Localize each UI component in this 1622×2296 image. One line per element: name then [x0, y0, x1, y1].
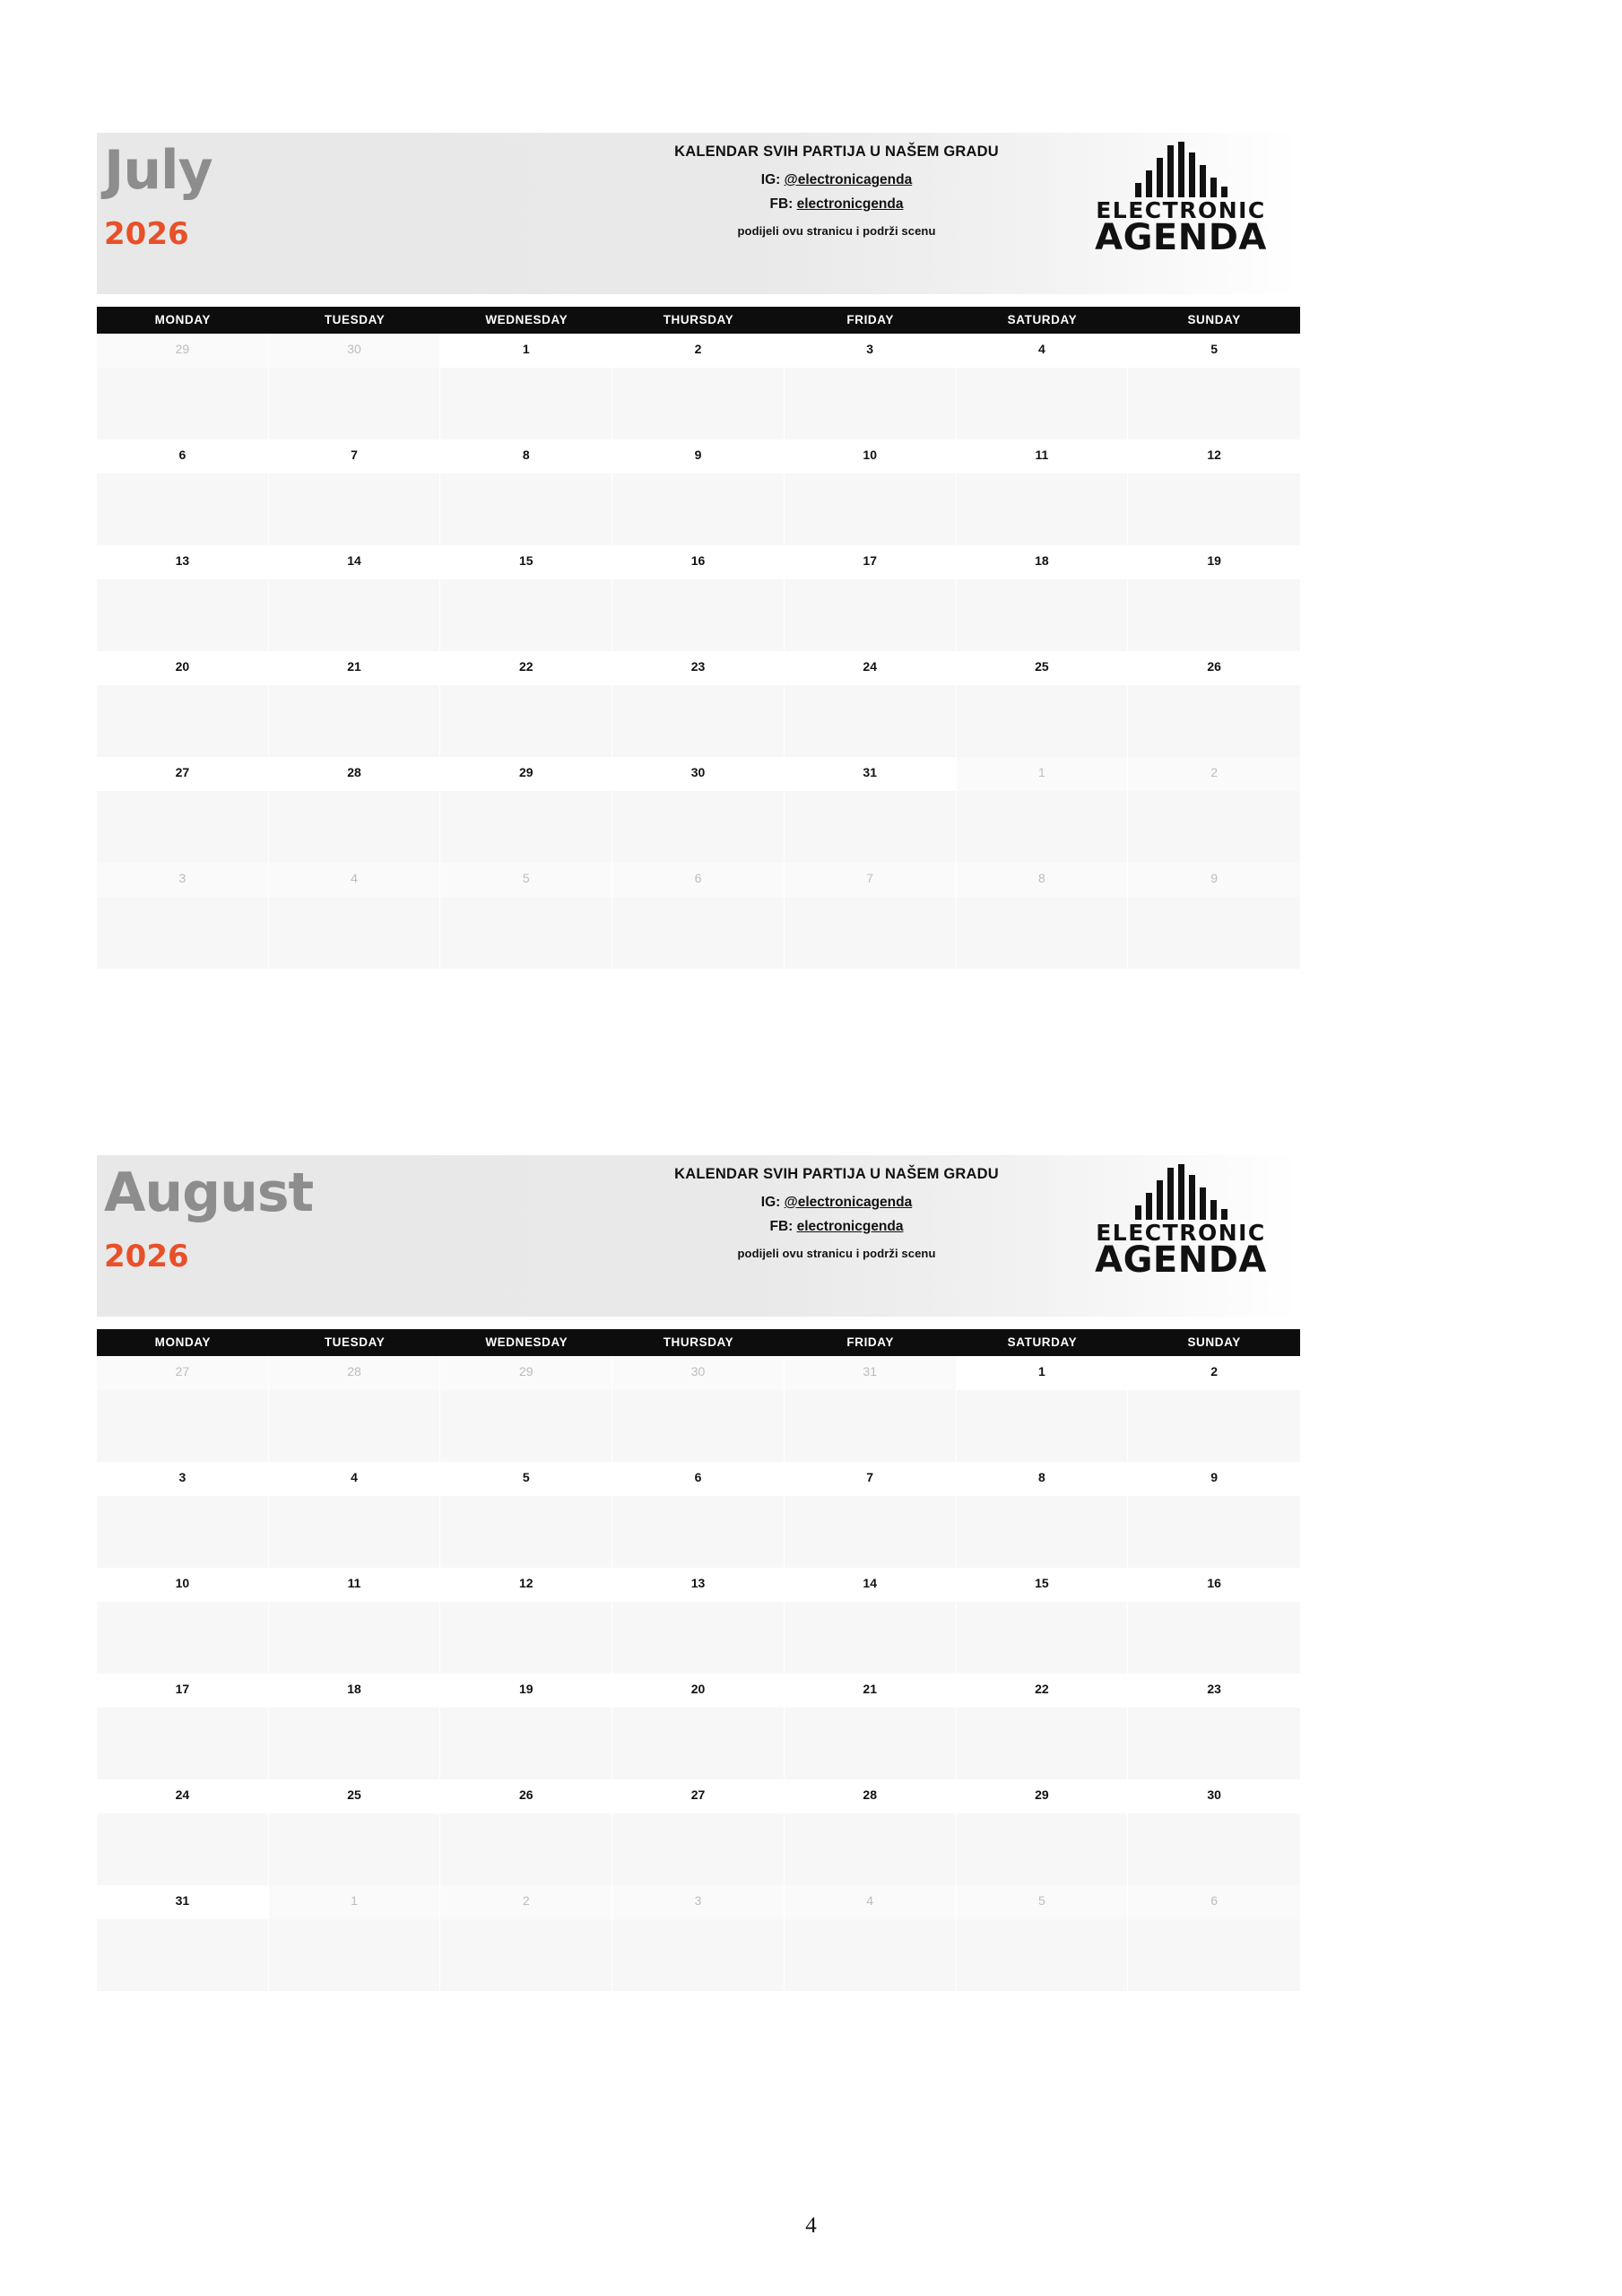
electronic-agenda-logo	[1078, 142, 1284, 256]
day-cell[interactable]	[440, 1674, 612, 1779]
day-number: 20	[175, 659, 190, 674]
day-number: 1	[1038, 765, 1045, 779]
day-number: 11	[1035, 448, 1049, 462]
day-cell[interactable]	[612, 1885, 785, 1991]
weekday-wednesday: WEDNESDAY	[485, 313, 568, 326]
day-number: 31	[175, 1893, 190, 1908]
month-title-group	[104, 139, 213, 252]
day-number: 28	[347, 1364, 361, 1378]
day-cell[interactable]	[97, 439, 269, 545]
weekday-thursday: THURSDAY	[663, 1335, 734, 1349]
weekday-tuesday: TUESDAY	[324, 313, 386, 326]
day-number: 21	[863, 1682, 877, 1696]
day-cell[interactable]	[440, 439, 612, 545]
week-row	[97, 863, 1300, 969]
day-cell[interactable]	[1128, 863, 1300, 969]
day-number: 22	[518, 659, 533, 674]
day-cell[interactable]	[269, 1462, 441, 1568]
day-number: 3	[178, 1470, 186, 1484]
day-number: 2	[522, 1893, 530, 1908]
day-cell[interactable]	[785, 651, 957, 757]
day-number: 27	[175, 765, 190, 779]
calendar-grid	[97, 307, 1300, 969]
month-name: July	[104, 139, 213, 202]
weekday-sunday: SUNDAY	[1187, 1335, 1241, 1349]
day-number: 5	[1210, 342, 1219, 356]
month-block-july	[97, 133, 1300, 969]
promo-facebook	[599, 1219, 1074, 1235]
day-number: 2	[1210, 765, 1219, 779]
day-number: 25	[347, 1787, 361, 1802]
day-number: 29	[175, 342, 190, 356]
day-number: 5	[522, 871, 530, 885]
weekday-sunday: SUNDAY	[1187, 313, 1241, 326]
day-number: 28	[863, 1787, 877, 1802]
day-cell[interactable]	[785, 1462, 957, 1568]
day-cell[interactable]	[1128, 334, 1300, 439]
day-cell[interactable]	[97, 863, 269, 969]
day-cell[interactable]	[440, 1885, 612, 1991]
day-cell[interactable]	[612, 1779, 785, 1885]
logo-word-agenda: AGENDA	[1095, 1239, 1267, 1281]
day-number: 1	[1038, 1364, 1045, 1378]
promo-title: KALENDAR SVIH PARTIJA U NAŠEM GRADU	[674, 1166, 999, 1182]
day-cell[interactable]	[612, 757, 785, 863]
page-number: 4	[805, 2213, 817, 2238]
day-number: 26	[1207, 659, 1221, 674]
day-cell[interactable]	[1128, 1568, 1300, 1674]
day-cell[interactable]	[269, 334, 441, 439]
day-cell[interactable]	[97, 1885, 269, 1991]
day-number: 11	[347, 1576, 361, 1590]
week-row	[97, 1356, 1300, 1462]
day-number: 8	[1038, 1470, 1045, 1484]
day-number: 4	[351, 1470, 358, 1484]
day-cell[interactable]	[1128, 1356, 1300, 1462]
instagram-handle[interactable]: @electronicagenda	[784, 1195, 913, 1210]
day-number: 3	[694, 1893, 702, 1908]
day-number: 8	[522, 448, 530, 462]
day-number: 6	[178, 448, 186, 462]
logo-word-electronic: ELECTRONIC	[1096, 1220, 1266, 1246]
day-cell[interactable]	[785, 439, 957, 545]
day-cell[interactable]	[957, 1356, 1129, 1462]
day-number: 19	[1207, 553, 1221, 568]
weekday-monday: MONDAY	[154, 313, 212, 326]
day-cell[interactable]	[97, 757, 269, 863]
day-number: 12	[518, 1576, 533, 1590]
equalizer-bars-icon	[1078, 142, 1284, 197]
day-cell[interactable]	[1128, 1779, 1300, 1885]
day-cell[interactable]	[785, 863, 957, 969]
day-cell[interactable]	[97, 1462, 269, 1568]
day-number: 21	[347, 659, 361, 674]
equalizer-bars-icon	[1078, 1164, 1284, 1220]
day-number: 15	[518, 553, 533, 568]
week-row	[97, 1885, 1300, 1991]
day-number: 29	[518, 765, 533, 779]
day-number: 30	[1207, 1787, 1221, 1802]
weekday-monday: MONDAY	[154, 1335, 212, 1349]
day-number: 16	[1207, 1576, 1221, 1590]
day-cell[interactable]	[269, 1568, 441, 1674]
logo-word-electronic: ELECTRONIC	[1096, 197, 1266, 223]
day-cell[interactable]	[97, 1568, 269, 1674]
day-cell[interactable]	[440, 1568, 612, 1674]
promo-block	[599, 1166, 1074, 1260]
day-number: 23	[690, 659, 706, 674]
day-number: 4	[351, 871, 358, 885]
day-number: 14	[863, 1576, 877, 1590]
day-cell[interactable]	[269, 1356, 441, 1462]
day-number: 16	[690, 553, 706, 568]
day-number: 24	[863, 659, 877, 674]
day-number: 12	[1207, 448, 1221, 462]
month-year: 2026	[104, 1239, 189, 1274]
month-header	[97, 1155, 1300, 1317]
day-number: 18	[347, 1682, 361, 1696]
day-number: 30	[347, 342, 361, 356]
day-cell[interactable]	[785, 334, 957, 439]
weekday-saturday: SATURDAY	[1007, 313, 1078, 326]
weekday-header-row	[97, 1329, 1300, 1356]
day-number: 8	[1038, 871, 1045, 885]
month-header	[97, 133, 1300, 294]
week-row	[97, 1674, 1300, 1779]
day-cell[interactable]	[957, 757, 1129, 863]
weekday-wednesday: WEDNESDAY	[485, 1335, 568, 1349]
day-number: 10	[175, 1576, 190, 1590]
day-number: 4	[1038, 342, 1045, 356]
day-number: 25	[1035, 659, 1049, 674]
day-number: 7	[351, 448, 358, 462]
day-number: 14	[347, 553, 361, 568]
day-cell[interactable]	[785, 1356, 957, 1462]
day-cell[interactable]	[97, 334, 269, 439]
day-cell[interactable]	[1128, 1462, 1300, 1568]
day-cell[interactable]	[612, 863, 785, 969]
week-row	[97, 439, 1300, 545]
day-cell[interactable]	[97, 1674, 269, 1779]
day-number: 31	[863, 765, 877, 779]
instagram-label: IG:	[760, 172, 781, 187]
day-cell[interactable]	[957, 334, 1129, 439]
day-cell[interactable]	[957, 439, 1129, 545]
day-cell[interactable]	[612, 1674, 785, 1779]
day-cell[interactable]	[97, 1356, 269, 1462]
week-row	[97, 545, 1300, 651]
day-cell[interactable]	[957, 1462, 1129, 1568]
instagram-handle[interactable]: @electronicagenda	[784, 172, 913, 187]
weekday-friday: FRIDAY	[846, 313, 895, 326]
day-number: 5	[522, 1470, 530, 1484]
day-number: 30	[690, 1364, 706, 1378]
day-number: 3	[866, 342, 874, 356]
day-cell[interactable]	[440, 334, 612, 439]
day-cell[interactable]	[440, 545, 612, 651]
day-cell[interactable]	[785, 1674, 957, 1779]
day-cell[interactable]	[269, 545, 441, 651]
day-cell[interactable]	[269, 1779, 441, 1885]
day-number: 9	[1210, 871, 1219, 885]
day-number: 6	[1210, 1893, 1219, 1908]
day-cell[interactable]	[440, 1462, 612, 1568]
promo-facebook	[599, 196, 1074, 213]
facebook-handle[interactable]: electronicgenda	[796, 196, 904, 212]
day-cell[interactable]	[97, 651, 269, 757]
month-title-group	[104, 1161, 314, 1274]
day-cell[interactable]	[440, 1356, 612, 1462]
day-number: 24	[175, 1787, 190, 1802]
day-cell[interactable]	[957, 1568, 1129, 1674]
day-number: 2	[1210, 1364, 1219, 1378]
week-row	[97, 334, 1300, 439]
day-cell[interactable]	[612, 1568, 785, 1674]
day-cell[interactable]	[1128, 439, 1300, 545]
day-cell[interactable]	[785, 1568, 957, 1674]
week-row	[97, 757, 1300, 863]
month-block-august	[97, 1155, 1300, 1991]
day-number: 31	[863, 1364, 877, 1378]
weekday-tuesday: TUESDAY	[324, 1335, 386, 1349]
facebook-handle[interactable]: electronicgenda	[796, 1219, 904, 1234]
day-cell[interactable]	[612, 1462, 785, 1568]
logo-word-agenda: AGENDA	[1095, 217, 1267, 258]
day-number: 1	[351, 1893, 358, 1908]
day-number: 7	[866, 871, 874, 885]
calendar-grid	[97, 1329, 1300, 1991]
day-cell[interactable]	[269, 651, 441, 757]
day-number: 6	[694, 871, 702, 885]
day-cell[interactable]	[440, 757, 612, 863]
day-number: 17	[863, 553, 877, 568]
day-cell[interactable]	[1128, 757, 1300, 863]
day-number: 20	[690, 1682, 706, 1696]
day-number: 27	[175, 1364, 190, 1378]
day-cell[interactable]	[269, 863, 441, 969]
day-number: 29	[1035, 1787, 1049, 1802]
day-number: 9	[1210, 1470, 1219, 1484]
day-number: 19	[518, 1682, 533, 1696]
day-number: 7	[866, 1470, 874, 1484]
day-cell[interactable]	[957, 651, 1129, 757]
day-cell[interactable]	[440, 651, 612, 757]
day-cell[interactable]	[957, 863, 1129, 969]
day-number: 17	[175, 1682, 190, 1696]
electronic-agenda-logo	[1078, 1164, 1284, 1281]
day-cell[interactable]	[97, 545, 269, 651]
day-cell[interactable]	[440, 1779, 612, 1885]
day-cell[interactable]	[957, 1779, 1129, 1885]
day-cell[interactable]	[612, 545, 785, 651]
day-number: 13	[690, 1576, 706, 1590]
day-cell[interactable]	[785, 1885, 957, 1991]
week-row	[97, 1568, 1300, 1674]
promo-instagram	[599, 172, 1074, 188]
day-cell[interactable]	[957, 1885, 1129, 1991]
week-row	[97, 1779, 1300, 1885]
day-number: 3	[178, 871, 186, 885]
day-cell[interactable]	[1128, 651, 1300, 757]
weekday-saturday: SATURDAY	[1007, 1335, 1078, 1349]
day-number: 2	[694, 342, 702, 356]
day-number: 27	[690, 1787, 706, 1802]
day-cell[interactable]	[612, 651, 785, 757]
day-number: 29	[518, 1364, 533, 1378]
promo-title: KALENDAR SVIH PARTIJA U NAŠEM GRADU	[674, 144, 999, 160]
day-cell[interactable]	[269, 757, 441, 863]
promo-block	[599, 144, 1074, 238]
day-number: 18	[1035, 553, 1049, 568]
month-name: August	[104, 1161, 314, 1224]
day-number: 26	[518, 1787, 533, 1802]
day-number: 13	[175, 553, 190, 568]
day-cell[interactable]	[785, 757, 957, 863]
weekday-friday: FRIDAY	[846, 1335, 895, 1349]
promo-tagline: podijeli ovu stranicu i podrži scenu	[737, 1247, 936, 1260]
instagram-label: IG:	[760, 1195, 781, 1210]
promo-tagline: podijeli ovu stranicu i podrži scenu	[737, 224, 936, 238]
day-cell[interactable]	[269, 439, 441, 545]
day-cell[interactable]	[785, 545, 957, 651]
day-cell[interactable]	[612, 439, 785, 545]
facebook-label: FB:	[769, 196, 794, 212]
day-number: 22	[1035, 1682, 1049, 1696]
week-row	[97, 1462, 1300, 1568]
day-number: 1	[522, 342, 530, 356]
day-number: 23	[1207, 1682, 1221, 1696]
day-number: 9	[694, 448, 702, 462]
day-cell[interactable]	[269, 1674, 441, 1779]
weekday-header-row	[97, 307, 1300, 334]
day-cell[interactable]	[1128, 1885, 1300, 1991]
day-number: 5	[1038, 1893, 1045, 1908]
day-cell[interactable]	[269, 1885, 441, 1991]
day-number: 10	[863, 448, 877, 462]
day-cell[interactable]	[1128, 1674, 1300, 1779]
promo-instagram	[599, 1195, 1074, 1211]
day-cell[interactable]	[612, 1356, 785, 1462]
facebook-label: FB:	[769, 1219, 794, 1234]
day-number: 30	[690, 765, 706, 779]
day-cell[interactable]	[612, 334, 785, 439]
day-cell[interactable]	[440, 863, 612, 969]
week-row	[97, 651, 1300, 757]
day-number: 6	[694, 1470, 702, 1484]
day-cell[interactable]	[97, 1779, 269, 1885]
day-cell[interactable]	[1128, 545, 1300, 651]
month-year: 2026	[104, 216, 189, 252]
day-number: 28	[347, 765, 361, 779]
weekday-thursday: THURSDAY	[663, 313, 734, 326]
day-number: 4	[866, 1893, 874, 1908]
day-cell[interactable]	[785, 1779, 957, 1885]
day-number: 15	[1035, 1576, 1049, 1590]
day-cell[interactable]	[957, 545, 1129, 651]
day-cell[interactable]	[957, 1674, 1129, 1779]
